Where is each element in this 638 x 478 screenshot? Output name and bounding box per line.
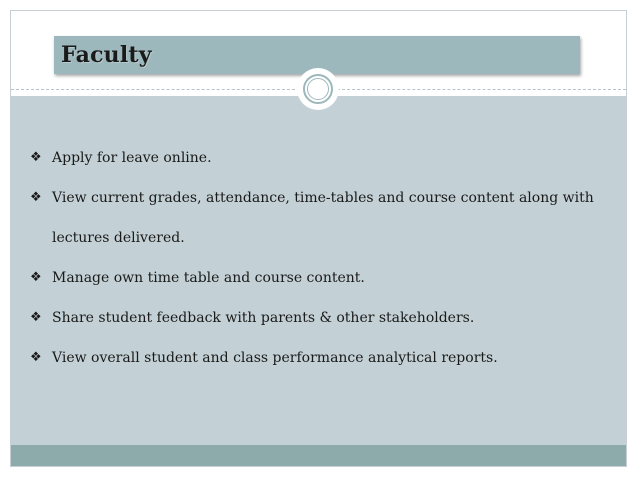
diamond-bullet-icon: ❖ xyxy=(30,270,42,285)
footer-bar xyxy=(11,445,626,466)
bullet-text: View current grades, attendance, time-tables and course content along with lectures delivered. xyxy=(52,190,594,246)
bullet-item xyxy=(30,338,610,378)
diamond-bullet-icon: ❖ xyxy=(30,190,42,205)
bullet-text: Apply for leave online. xyxy=(52,150,212,166)
bullet-item xyxy=(30,138,610,178)
ring-ornament-inner xyxy=(307,78,329,100)
bullet-list xyxy=(30,138,610,378)
slide-title: Faculty xyxy=(61,42,152,68)
bullet-item xyxy=(30,178,610,258)
diamond-bullet-icon: ❖ xyxy=(30,350,42,365)
bullet-text: Share student feedback with parents & other stakeholders. xyxy=(52,310,475,326)
bullet-text: Manage own time table and course content. xyxy=(52,270,365,286)
bullet-item xyxy=(30,258,610,298)
bullet-item xyxy=(30,298,610,338)
diamond-bullet-icon: ❖ xyxy=(30,150,42,165)
bullet-text: View overall student and class performance analytical reports. xyxy=(52,350,498,366)
diamond-bullet-icon: ❖ xyxy=(30,310,42,325)
